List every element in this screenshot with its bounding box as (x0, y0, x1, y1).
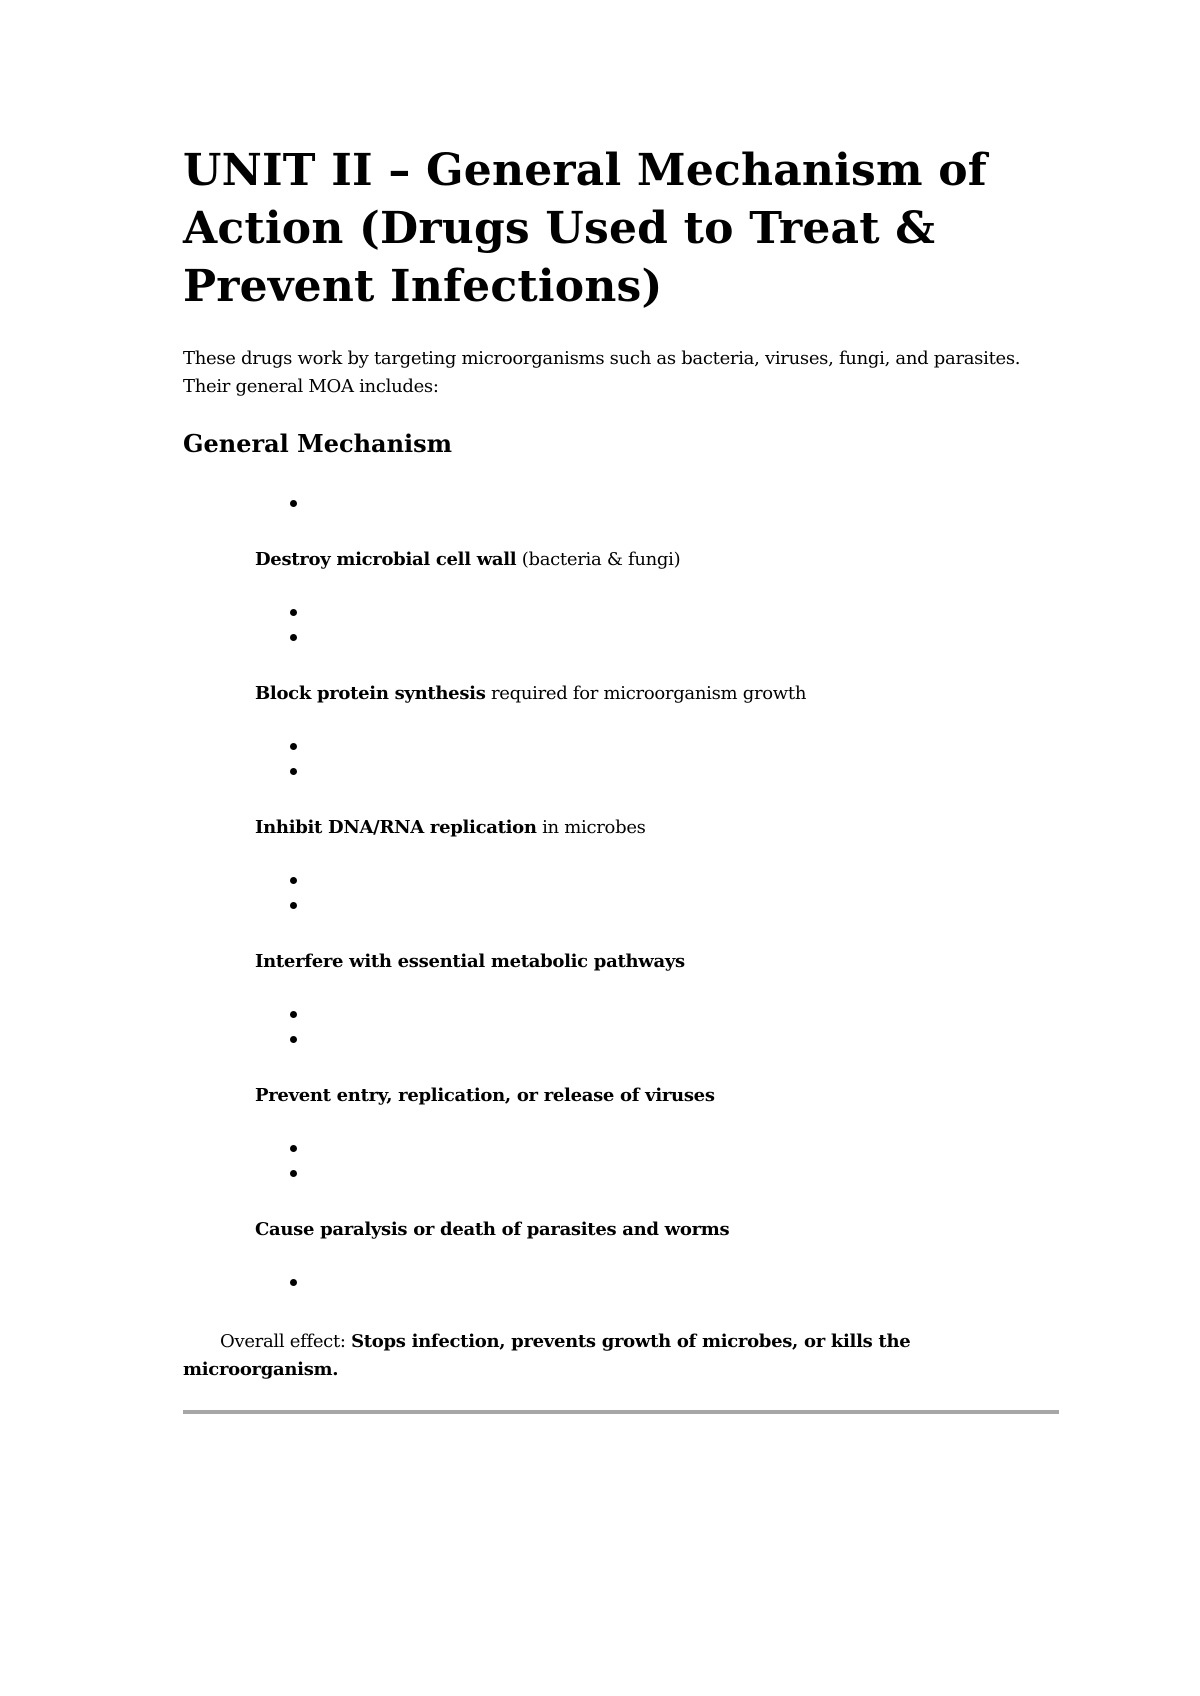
mechanism-item-bold: Block protein synthesis (255, 683, 486, 704)
mechanism-item-bold: Prevent entry, replication, or release of viruses (255, 1085, 715, 1106)
list-bullet (290, 603, 300, 623)
mechanism-item (255, 1217, 729, 1243)
overall-effect (183, 1328, 983, 1384)
mechanism-item-bold: Cause paralysis or death of parasites and worms (255, 1219, 730, 1240)
mechanism-item (255, 547, 680, 573)
mechanism-item-bold: Interfere with essential metabolic pathways (255, 951, 685, 972)
mechanism-item-text: required for microorganism growth (485, 683, 807, 704)
overall-effect-text: Stops infection, prevents growth of microbes, or kills the microorganism. (183, 1331, 911, 1380)
overall-effect-label: Overall effect: (220, 1331, 352, 1352)
document-title: UNIT II – General Mechanism of Action (Drugs Used to Treat & Prevent Infections) (183, 145, 987, 312)
list-bullet (290, 737, 300, 757)
list-bullet (290, 1139, 300, 1159)
mechanism-item (255, 1083, 715, 1109)
list-bullet (290, 1273, 300, 1293)
mechanism-item (255, 815, 646, 841)
list-bullet (290, 628, 300, 648)
mechanism-item-bold: Destroy microbial cell wall (255, 549, 517, 570)
mechanism-item (255, 681, 806, 707)
list-bullet (290, 1164, 300, 1184)
list-bullet (290, 896, 300, 916)
horizontal-rule (183, 1410, 1059, 1414)
mechanism-item-text: (bacteria & fungi) (516, 549, 681, 570)
mechanism-item-bold: Inhibit DNA/RNA replication (255, 817, 537, 838)
list-bullet (290, 494, 300, 514)
mechanism-item-text: in microbes (536, 817, 646, 838)
list-bullet (290, 1030, 300, 1050)
mechanism-item (255, 949, 685, 975)
list-bullet (290, 871, 300, 891)
list-bullet (290, 762, 300, 782)
intro-paragraph: These drugs work by targeting microorganisms such as bacteria, viruses, fungi, and parasites. Their general MOA includes: (183, 348, 1021, 397)
section-heading: General Mechanism (183, 429, 453, 458)
list-bullet (290, 1005, 300, 1025)
